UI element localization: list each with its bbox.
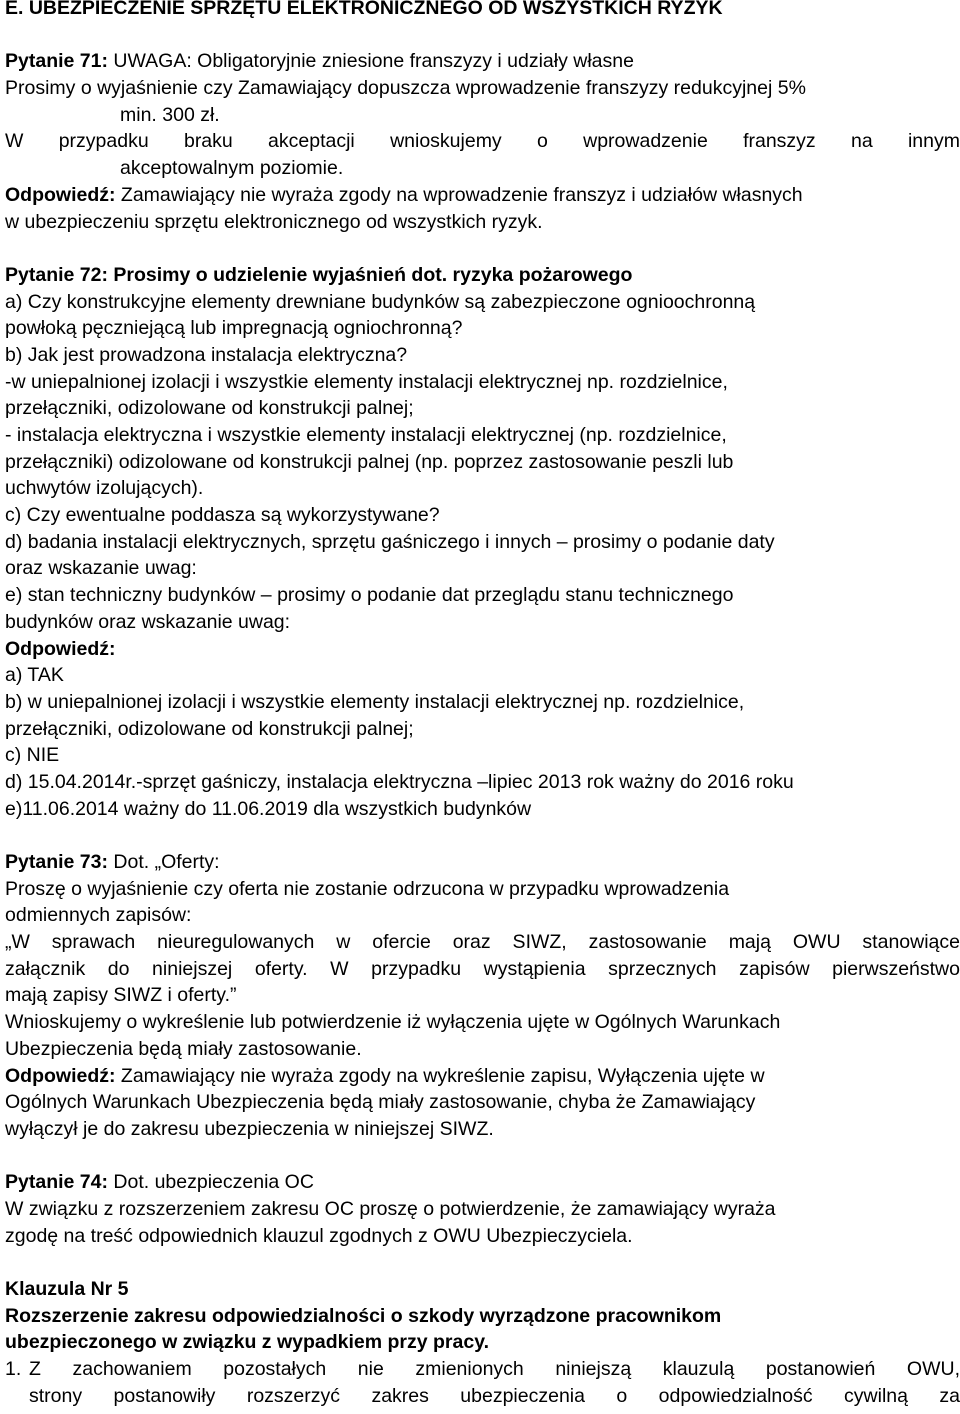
- q71-text: UWAGA: Obligatoryjnie zniesione franszyzy i udziały własne: [113, 50, 634, 73]
- q72-heading: [5, 262, 960, 289]
- q72-line-8: c) Czy ewentualne poddasza są wykorzystywane?: [5, 504, 440, 527]
- q72-line-12: budynków oraz wskazanie uwag:: [5, 610, 291, 633]
- q72-line-10: oraz wskazanie uwag:: [5, 557, 197, 580]
- q73-answer-label: Odpowiedź:: [5, 1064, 116, 1087]
- q71-answer-line-1: w ubezpieczeniu sprzętu elektronicznego od wszystkich ryzyk.: [5, 210, 543, 233]
- q73-answer: [5, 1063, 960, 1090]
- q74-line-1: zgodę na treść odpowiednich klauzul zgodnych z OWU Ubezpieczyciela.: [5, 1224, 633, 1247]
- q73-line-6: Ubezpieczenia będą miały zastosowanie.: [5, 1037, 362, 1060]
- q71-answer: [5, 182, 960, 209]
- q71-line-1: Prosimy o wyjaśnienie czy Zamawiający dopuszcza wprowadzenie franszyzy redukcyjnej 5%: [5, 77, 806, 100]
- q72-line-4: przełączniki, odizolowane od konstrukcji palnej;: [5, 397, 414, 420]
- q73-title: Dot. „Oferty:: [113, 851, 220, 873]
- q73-answer-text: Zamawiający nie wyraża zgody na wykreślenie zapisu, Wyłączenia ujęte w: [120, 1064, 765, 1087]
- clause-subtitle-line-1: ubezpieczonego w związku z wypadkiem przy pracy.: [5, 1331, 490, 1354]
- q73-line-3: załącznik do niniejszej oferty. W przypadku wystąpienia sprzecznych zapisów pierwszeństwo: [5, 957, 960, 980]
- clause-item-line-1: strony postanowiły rozszerzyć zakres ubezpieczenia o odpowiedzialność cywilną za: [29, 1384, 960, 1407]
- spacer: [5, 1143, 960, 1170]
- spacer: [5, 822, 960, 849]
- spacer: [5, 1249, 960, 1276]
- q74-heading: [5, 1169, 960, 1196]
- q71-label: Pytanie 71:: [5, 50, 108, 73]
- clause-item-line-0: Z zachowaniem pozostałych nie zmienionych niniejszą klauzulą postanowień OWU,: [29, 1358, 960, 1381]
- q71-line-3: W przypadku braku akceptacji wnioskujemy o wprowadzenie franszyz na innym: [5, 130, 960, 153]
- q72-line-3: -w uniepalnionej izolacji i wszystkie elementy instalacji elektrycznej np. rozdzielnice,: [5, 370, 728, 393]
- section-heading: E. UBEZPIECZENIE SPRZĘTU ELEKTRONICZNEGO OD WSZYSTKICH RYZYK: [5, 0, 723, 19]
- clause-item-1: [5, 1356, 960, 1383]
- clause-title: Klauzula Nr 5: [5, 1278, 129, 1300]
- q73-line-4: mają zapisy SIWZ i oferty.”: [5, 984, 237, 1007]
- q72-line-1: powłoką pęczniejącą lub impregnacją ogniochronną?: [5, 317, 463, 340]
- q72-line-11: e) stan techniczny budynków – prosimy o podanie dat przeglądu stanu technicznego: [5, 584, 734, 607]
- q73-line-1: odmiennych zapisów:: [5, 904, 192, 927]
- q74-title: Dot. ubezpieczenia OC: [113, 1171, 314, 1194]
- q73-line-5: Wnioskujemy o wykreślenie lub potwierdzenie iż wyłączenia ujęte w Ogólnych Warunkach: [5, 1011, 781, 1034]
- q73-heading: [5, 849, 960, 876]
- spacer: [5, 235, 960, 262]
- q73-line-2: „W sprawach nieuregulowanych w ofercie oraz SIWZ, zastosowanie mają OWU stanowiące: [5, 931, 960, 954]
- q72-answer-line-5: e)11.06.2014 ważny do 11.06.2019 dla wszystkich budynków: [5, 797, 532, 820]
- q72-line-9: d) badania instalacji elektrycznych, sprzętu gaśniczego i innych – prosimy o podanie daty: [5, 530, 775, 553]
- q72-label: Pytanie 72:: [5, 263, 108, 286]
- q72-line-5: - instalacja elektryczna i wszystkie elementy instalacji elektrycznej (np. rozdzielnice,: [5, 424, 727, 446]
- spacer: [5, 22, 960, 49]
- q73-label: Pytanie 73:: [5, 851, 108, 873]
- q72-line-0: a) Czy konstrukcyjne elementy drewniane budynków są zabezpieczone ognioochronną: [5, 290, 756, 313]
- q74-label: Pytanie 74:: [5, 1171, 108, 1194]
- q72-answer-line-4: d) 15.04.2014r.-sprzęt gaśniczy, instalacja elektryczna –lipiec 2013 rok ważny do 2016 roku: [5, 770, 794, 793]
- q71-answer-label: Odpowiedź:: [5, 183, 116, 206]
- q71-line-4: akceptowalnym poziomie.: [120, 157, 344, 180]
- q72-answer-line-1: b) w uniepalnionej izolacji i wszystkie elementy instalacji elektrycznej np. rozdzielnice,: [5, 690, 745, 713]
- q71-answer-text: Zamawiający nie wyraża zgody na wprowadzenie franszyz i udziałów własnych: [120, 183, 803, 206]
- clause-subtitle-line-0: Rozszerzenie zakresu odpowiedzialności o szkody wyrządzone pracownikom: [5, 1304, 722, 1327]
- q73-answer-line-1: Ogólnych Warunkach Ubezpieczenia będą miały zastosowanie, chyba że Zamawiający: [5, 1091, 756, 1114]
- q72-line-7: uchwytów izolujących).: [5, 477, 204, 500]
- q73-line-0: Proszę o wyjaśnienie czy oferta nie zostanie odrzucona w przypadku wprowadzenia: [5, 877, 730, 900]
- q74-line-0: W związku z rozszerzeniem zakresu OC proszę o potwierdzenie, że zamawiający wyraża: [5, 1197, 776, 1220]
- q71-line-0: [5, 48, 960, 75]
- q73-answer-line-2: wyłączył je do zakresu ubezpieczenia w niniejszej SIWZ.: [5, 1117, 494, 1140]
- q72-answer-line-0: a) TAK: [5, 664, 64, 687]
- q72-answer-line-3: c) NIE: [5, 744, 60, 767]
- document-page: [5, 0, 960, 1409]
- q72-answer-label: Odpowiedź:: [5, 637, 116, 660]
- q71-line-2: min. 300 zł.: [120, 103, 220, 126]
- q72-answer-line-2: przełączniki, odizolowane od konstrukcji palnej;: [5, 717, 414, 740]
- q72-line-2: b) Jak jest prowadzona instalacja elektryczna?: [5, 343, 408, 366]
- clause-item-number: 1.: [5, 1358, 22, 1381]
- q72-line-6: przełączniki) odizolowane od konstrukcji palnej (np. poprzez zastosowanie peszli lub: [5, 450, 734, 473]
- q72-title: Prosimy o udzielenie wyjaśnień dot. ryzyka pożarowego: [113, 263, 633, 286]
